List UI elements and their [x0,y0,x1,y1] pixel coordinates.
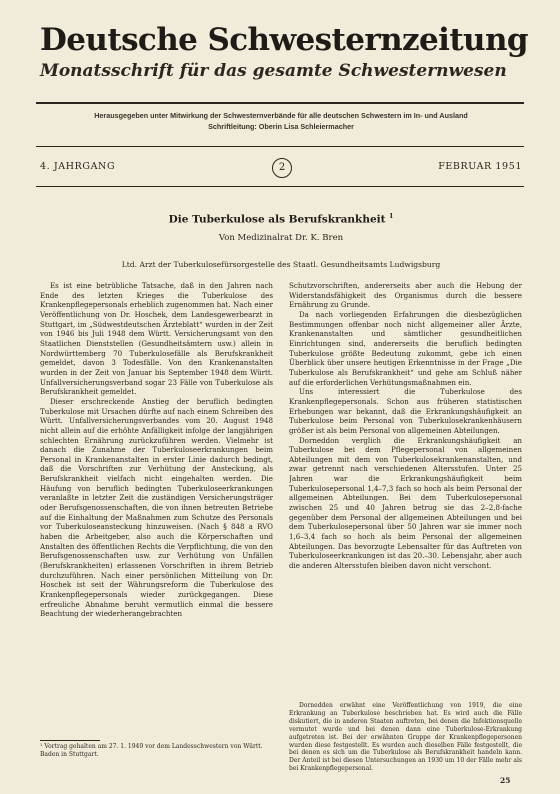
paragraph: Dieser erschreckende Anstieg der beruflich bedingten Tuberkulose mit Ursachen dürfte auf nach einem Schreiben des Württ. Unfallversicherungsverbandes vom 20. August 1948 nicht allein auf die erhöhte Anfälligkeit infolge der langjährigen schlechten Ernährung zurückzuführen werden. Vielmehr ist danach die Zunahme der Tuberkuloseerkrankungen beim Personal in Krankenanstalten in erster Linie dadurch bedingt, daß die Vorschriften zur Verhütung der Ansteckung, als Berufskrankheit vielfach nicht eingehalten werden. Die Häufung von beruflich bedingten Tuberkuloseerkrankungen veranlaßte in letzter Zeit die zuständigen Versicherungsträger oder Berufsgenossenschaften, die von ihnen betreuten Betriebe auf die Einhaltung der Maßnahmen zum Schutze des Personals vor Tuberkuloseansteckung hinzuweisen. (Nach § 848 a RVO haben die Arbeitgeber, also auch die Körperschaften und Anstalten des öffentlichen Rechts die Verpflichtung, die von den Berufsgenossenschaften usw. zur Verhütung von Unfällen (Berufskrankheiten) erlassenen Vorschriften in ihrem Betrieb durchzuführen. Nach einer persönlichen Mitteilung von Dr. Hoschek ist seit der Währungsreform die Tuberkulose des Krankenpflegepersonals wieder zurückgegangen. Diese erfreuliche Abnahme beruht vermutlich einmal die bessere Beachtung der wiederherangebrachten [40,396,273,619]
article-title [40,213,522,226]
page-number: 25 [500,776,511,785]
publisher-line: Herausgegeben unter Mitwirkung der Schwesternverbände für alle deutschen Schwestern im In- und Ausland [94,111,468,120]
small-print-section [289,702,522,773]
article-title-text: Die Tuberkulose als Berufskrankheit [168,213,386,226]
footnote-rule [40,740,100,741]
paragraph: Es ist eine betrübliche Tatsache, daß in den Jahren nach Ende des letzten Krieges die Tuberkulose des Krankenpflegepersonals erheblich zugenommen hat. Nach einer Veröffentlichung von Dr. Hoschek, dem Landesgewerbearzt in Stuttgart, im „Südwestdeutschen Ärzteblatt“ wurden in der Zeit von 1946 bis Juli 1948 dem Württ. Versicherungsamt von den Staatlichen Dienststellen (Gesundheitsämtern usw.) allein in Nordwürttemberg 70 Tuberkulosefälle als Berufskrankheit gemeldet, davon 3 Todesfälle. Von den Krankenanstalten wurden in der Zeit von Januar bis September 1948 dem Württ. Unfallversicherungsverband sogar 23 Fälle von Tuberkulose als Berufskrankheit gemeldet. [40,281,273,397]
issue-date: FEBRUAR 1951 [438,161,522,172]
paragraph: Uns interessiert die Tuberkulose des Krankenpflegepersonals. Schon aus früheren statistischen Erhebungen war bekannt, daß die Erkrankungshäufigkeit an Tuberkulose beim Personal von Tuberkulosekrankenhäusern größer ist als beim Personal von allgemeinen Abteilungen. [289,387,522,435]
editor-line: Schriftleitung: Oberin Lisa Schleiermacher [208,122,354,131]
paragraph: Dorneddon verglich die Erkrankungshäufigkeit an Tuberkulose bei dem Pflegepersonal von allgemeinen Abteilungen mit dem von Tuberkulosekrankenanstalten, und zwar getrennt nach verschiedenen Altersstufen. Unter 25 Jahren war die Erkrankungshäufigkeit beim Tuberkulosepersonal 1,4–7,3 fach so hoch als beim Personal der allgemeinen Abteilungen. Bei dem Tuberkulosepersonal zwischen 25 und 40 Jahren betrug sie das 2–2,8-fache gegenüber dem Personal der allgemeinen Abteilungen und bei dem Tuberkulosepersonal über 50 Jahren war sie immer noch 1,6–3,4 fach so hoch als beim Personal der allgemeinen Abteilungen. Das bevorzugte Lebensalter für das Auftreten von Tuberkuloseerkrankungen ist das 20.–30. Lebensjahr, aber auch die anderen Altersstufen bleiben davon nicht verschont. [289,435,522,571]
footnote-mark: 1 [389,213,394,220]
article-author: Von Medizinalrat Dr. K. Bren [218,233,344,243]
publisher-info [40,110,522,132]
paragraph: Da nach vorliegenden Erfahrungen die diesbezüglichen Bestimmungen offenbar noch nicht allgemeiner aller Ärzte, Krankenanstalten und sämtlicher gesundheitlichen Einrichtungen sind, andererseits die beruflich bedingten Tuberkulose größte Bedeutung zukommt, gebe ich einen Überblick über unsere heutigen Erkenntnisse in der Frage „Die Tuberkulose als Berufskrankheit“ und gehe am Schluß näher auf die erforderlichen Verhütungsmaßnahmen ein. [289,309,522,387]
issue-row [40,158,522,178]
masthead [40,22,528,82]
author-affiliation: Ltd. Arzt der Tuberkulosefürsorgestelle des Staatl. Gesundheitsamts Ludwigsburg [121,260,441,269]
journal-subtitle: Monatsschrift für das gesamte Schwesternwesen [40,61,507,81]
volume-label: 4. JAHRGANG [40,161,116,172]
paragraph: Schutzvorschriften, andererseits aber auch die Hebung der Widerstandsfähigkeit des Organismus durch die bessere Ernährung zu Grunde. [289,281,522,310]
left-column [40,281,273,736]
issue-rule [36,186,524,187]
right-column [289,281,522,699]
footnote: ¹ Vortrag gehalten am 27. 1. 1949 vor dem Landesschwestern von Württ. Baden in Stuttgart. [40,743,263,758]
issue-number: 2 [272,158,292,178]
small-print-paragraph: Dornedden erwähnt eine Veröffentlichung von 1919, die eine Erkrankung an Tuberkulose beschrieben hat. Es wird auch die Fälle diskutiert, die in anderen Staaten auftreten, bei denen die Infektionsquelle vermutet wurde und bei denen dann eine Tuberkulose-Erkrankung aufgetreten ist. Bei der erwähnten Gruppe der Krankenpflegepersonen wurden diese festgestellt. Es wurden auch dieselben Fälle festgestellt, die bei denen es sich um die Tuberkulose als Berufskrankheit handeln kann. Der Anteil ist bei diesen Untersuchungen an 1930 um 10 der Fälle mehr als bei Krankenpflegepersonal. [289,702,522,773]
publisher-rule [36,146,524,147]
masthead-rule [36,102,524,104]
journal-title: Deutsche Schwesternzeitung [40,22,528,58]
